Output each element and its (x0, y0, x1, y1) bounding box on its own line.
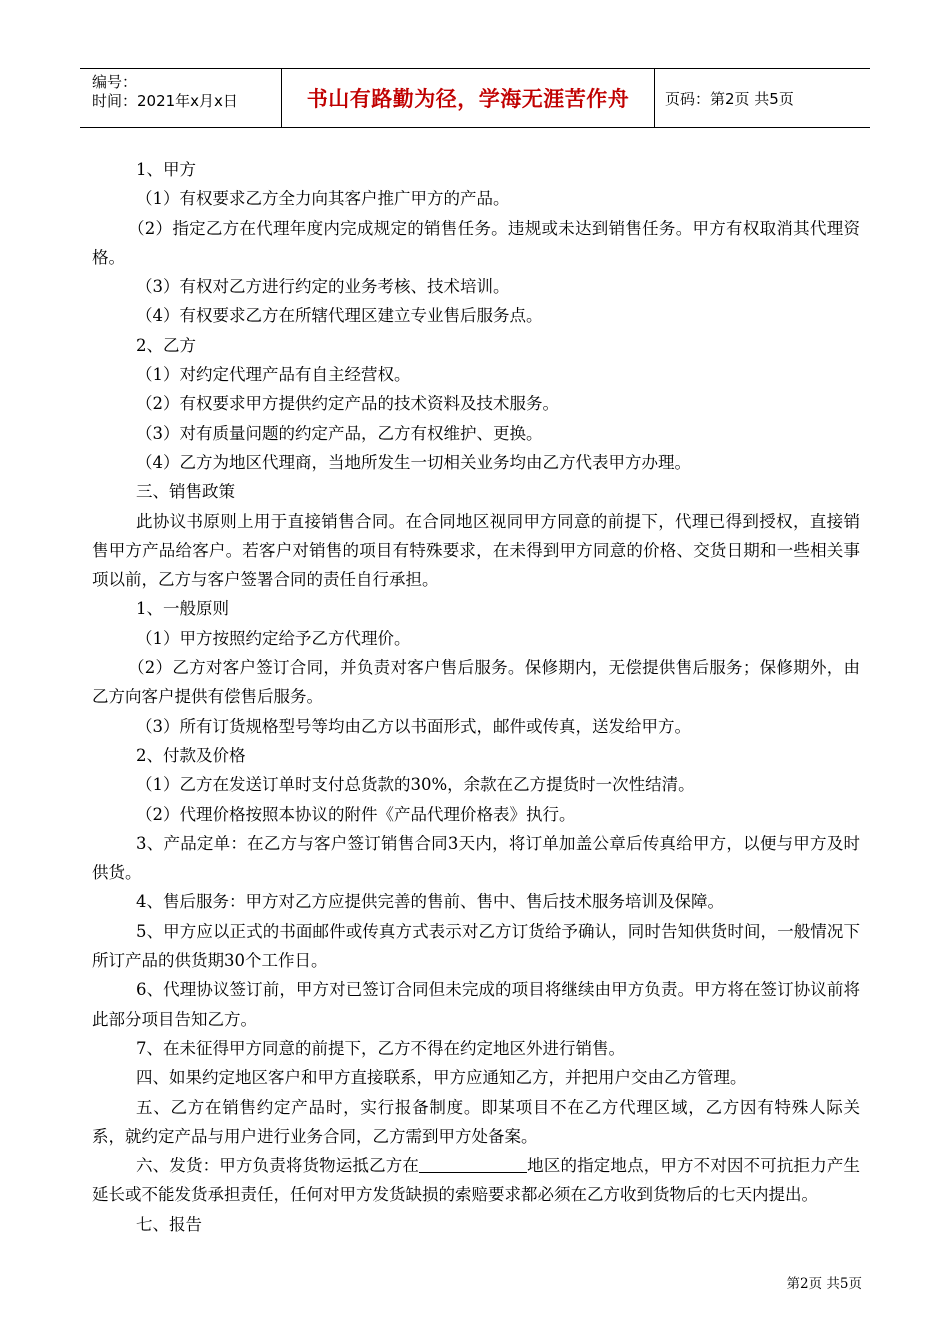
section-heading: 1、甲方 (136, 160, 196, 179)
paragraph: 5、甲方应以正式的书面邮件或传真方式表示对乙方订货给予确认，同时告知供货时间，一般情况下所订产品的供货期30个工作日。 (92, 921, 860, 971)
paragraph: 4、售后服务：甲方对乙方应提供完善的售前、售中、售后技术服务培训及保障。 (136, 892, 724, 912)
paragraph: 此协议书原则上用于直接销售合同。在合同地区视同甲方同意的前提下，代理已得到授权，直接销售甲方产品给客户。若客户对销售的项目有特殊要求，在未得到甲方同意的价格、交货日期和一些相关事项以前，乙方与客户签署合同的责任自行承担。 (92, 511, 860, 590)
clause: （1）甲方按照约定给予乙方代理价。 (136, 628, 411, 648)
clause: （3）对有质量问题的约定产品，乙方有权维护、更换。 (136, 423, 543, 443)
paragraph: 7、在未征得甲方同意的前提下，乙方不得在约定地区外进行销售。 (136, 1038, 625, 1058)
fill-in-blank (419, 1156, 527, 1173)
section-heading: 2、乙方 (136, 335, 196, 355)
delivery-text-end: 地区的指定地点，甲方不对因不可抗拒力产生延长或不能发货承担责任，任何对甲方发货缺损的索赔要求都必须在乙方收到货物后的七天内提出。 (92, 1156, 861, 1205)
clause: （1）乙方在发送订单时支付总货款的30%，余款在乙方提货时一次性结清。 (136, 775, 695, 795)
clause: （3）所有订货规格型号等均由乙方以书面形式，邮件或传真，送发给甲方。 (136, 716, 691, 736)
clause: （4）有权要求乙方在所辖代理区建立专业售后服务点。 (136, 306, 543, 326)
clause: （1）有权要求乙方全力向其客户推广甲方的产品。 (136, 189, 510, 209)
header-page-label: 页码：第2页 共5页 (665, 89, 794, 108)
section-heading: 七、报告 (136, 1214, 202, 1234)
clause: （1）对约定代理产品有自主经营权。 (136, 365, 411, 385)
document-time-label: 时间：2021年x月x日 (92, 92, 238, 110)
clause: （3）有权对乙方进行约定的业务考核、技术培训。 (136, 277, 510, 297)
section-heading: 三、销售政策 (136, 482, 235, 502)
clause: （2）代理价格按照本协议的附件《产品代理价格表》执行。 (136, 804, 576, 824)
header-motto: 书山有路勤为径，学海无涯苦作舟 (282, 69, 655, 127)
clause: （2）指定乙方在代理年度内完成规定的销售任务。违规或未达到销售任务。甲方有权取消其代理资格。 (92, 218, 860, 267)
section-heading: 2、付款及价格 (136, 745, 246, 765)
paragraph-delivery (92, 1151, 860, 1210)
paragraph: 3、产品定单：在乙方与客户签订销售合同3天内，将订单加盖公章后传真给甲方，以便与甲方及时供货。 (92, 833, 860, 883)
page-header (80, 68, 870, 128)
paragraph: 四、如果约定地区客户和甲方直接联系，甲方应通知乙方，并把用户交由乙方管理。 (136, 1068, 747, 1088)
document-body (92, 155, 860, 1239)
delivery-text-start: 六、发货：甲方负责将货物运抵乙方在 (136, 1156, 420, 1176)
header-meta (80, 69, 282, 127)
paragraph: 6、代理协议签订前，甲方对已签订合同但未完成的项目将继续由甲方负责。甲方将在签订协议前将此部分项目告知乙方。 (92, 980, 860, 1029)
clause: （4）乙方为地区代理商，当地所发生一切相关业务均由乙方代表甲方办理。 (136, 452, 691, 472)
page-footer: 第2页 共5页 (786, 1276, 862, 1292)
clause: （2）有权要求甲方提供约定产品的技术资料及技术服务。 (136, 394, 559, 414)
paragraph: 五、乙方在销售约定产品时，实行报备制度。即某项目不在乙方代理区域，乙方因有特殊人际关系，就约定产品与用户进行业务合同，乙方需到甲方处备案。 (92, 1097, 860, 1146)
section-heading: 1、一般原则 (136, 599, 229, 619)
clause: （2）乙方对客户签订合同，并负责对客户售后服务。保修期内，无偿提供售后服务；保修期外，由乙方向客户提供有偿售后服务。 (92, 658, 860, 707)
document-number-label: 编号： (92, 73, 138, 91)
